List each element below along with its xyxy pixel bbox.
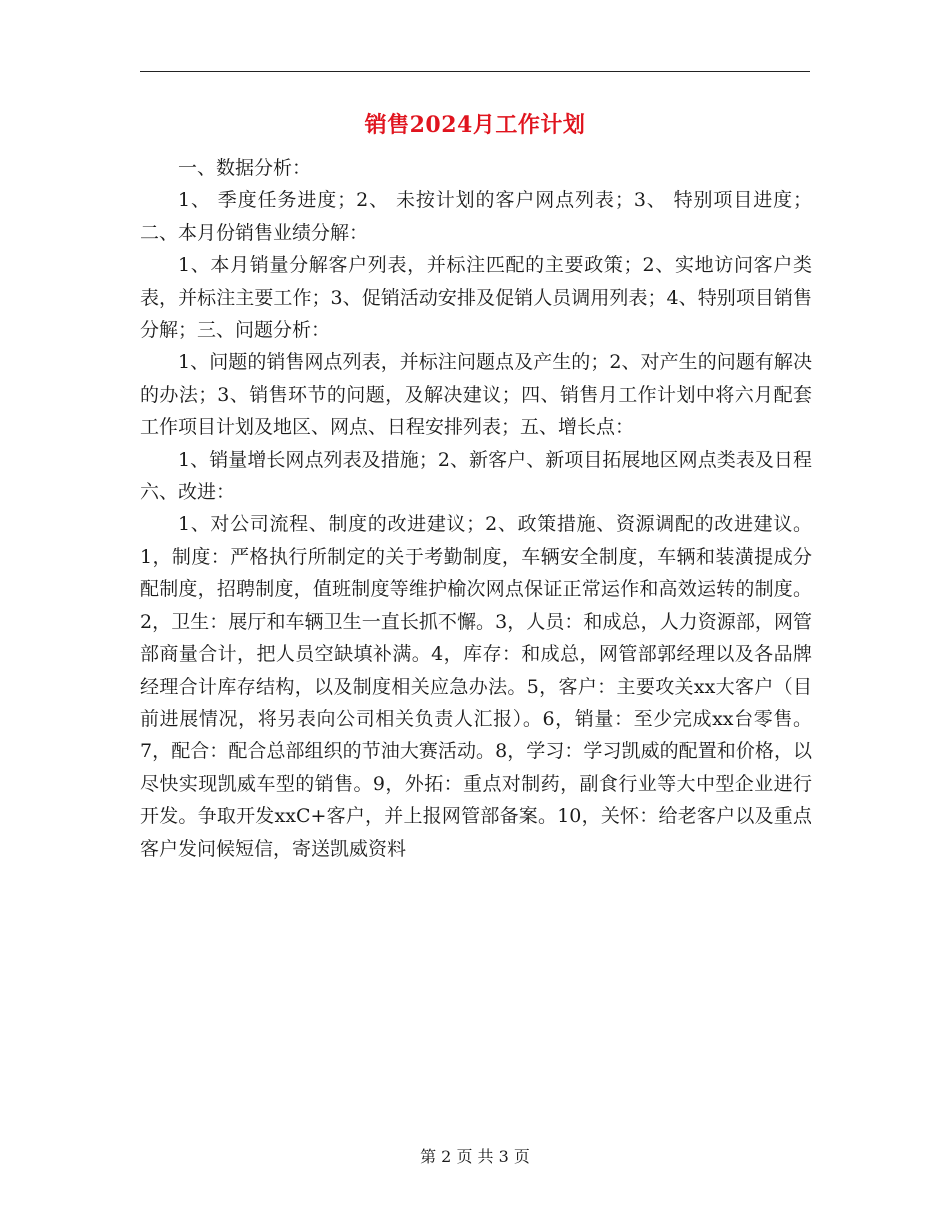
paragraph-sales-breakdown: 1、本月销量分解客户列表，并标注匹配的主要政策；2、实地访问客户类表，并标注主要工作；3、促销活动安排及促销人员调用列表；4、特别项目销售分解；三、问题分析：	[140, 254, 812, 342]
page-number-footer	[140, 1145, 810, 1169]
paragraph-improvements: 1、对公司流程、制度的改进建议；2、政策措施、资源调配的改进建议。1，制度：严格执行所制定的关于考勤制度，车辆安全制度，车辆和装潢提成分配制度，招聘制度，值班制度等维护榆次网点保证正常运作和高效运转的制度。2，卫生：展厅和车辆卫生一直长抓不懈。3，人员：和成总，人力资源部，网管部商量合计，把人员空缺填补满。4，库存：和成总，网管部郭经理以及各品牌经理合计库存结构，以及制度相关应急办法。5，客户：主要攻关xx大客户（目前进展情况，将另表向公司相关负责人汇报）。6，销量：至少完成xx台零售。7，配合：配合总部组织的节油大赛活动。8，学习：学习凯威的配置和价格，以尽快实现凯威车型的销售。9，外拓：重点对制药，副食行业等大中型企业进行开发。争取开发xxC+客户，并上报网管部备案。10，关怀：给老客户以及重点客户发问候短信，寄送凯威资料	[140, 513, 812, 860]
page-number-text: 第 2 页 共 3 页	[420, 1147, 530, 1166]
header-rule	[140, 71, 810, 72]
document-body	[140, 152, 812, 865]
document-title: 销售2024月工作计划	[364, 112, 586, 138]
paragraph-problem-analysis: 1、问题的销售网点列表，并标注问题点及产生的；2、对产生的问题有解决的办法；3、销售环节的问题，及解决建议；四、销售月工作计划中将六月配套工作项目计划及地区、网点、日程安排列表；五、增长点：	[140, 351, 812, 439]
paragraph-growth-points: 1、销量增长网点列表及措施；2、新客户、新项目拓展地区网点类表及日程六、改进：	[140, 448, 812, 504]
paragraph-progress: 1、 季度任务进度；2、 未按计划的客户网点列表；3、 特别项目进度；二、本月份销售业绩分解：	[140, 189, 812, 244]
paragraph-data-analysis-heading: 一、数据分析：	[178, 157, 312, 179]
